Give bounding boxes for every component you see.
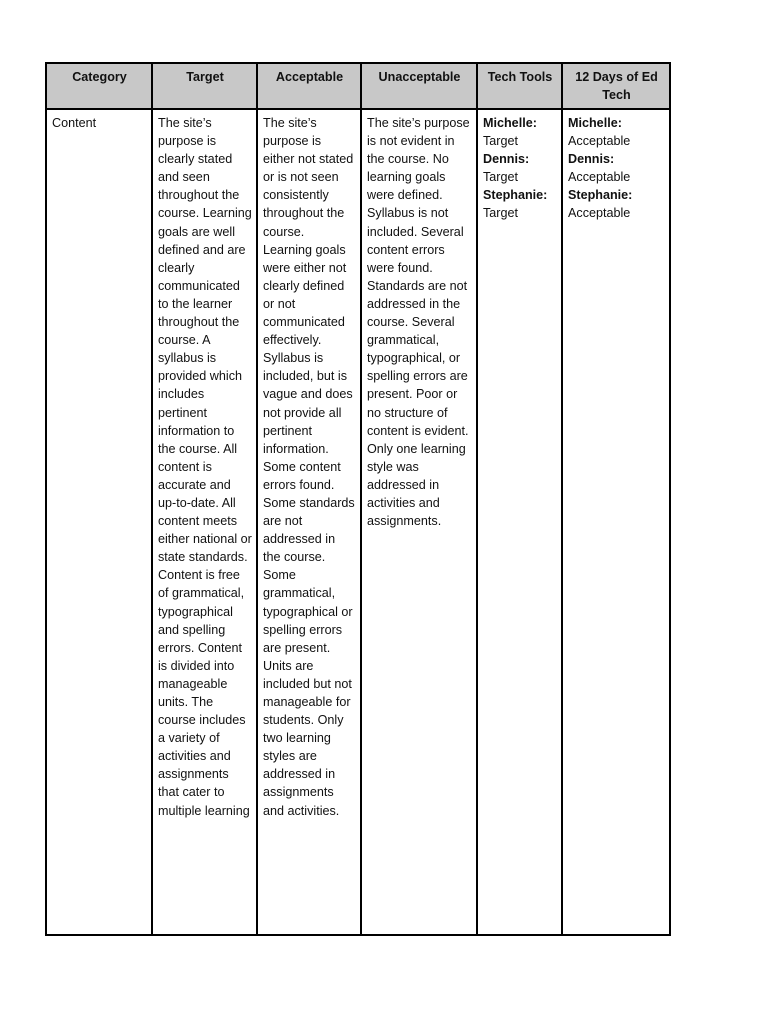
- evaluator-name: Michelle:: [483, 116, 537, 130]
- evaluator-entry: [483, 186, 557, 204]
- cell-acceptable: The site’s purpose is either not stated or is not seen consistently throughout the course. Learning goals were either not clearly defined or not communicated effectively. Syllabus is included, but is vague and does not provide all pertinent information. Some content errors found. Some standards are not addressed in the course. Some grammatical, typographical or spelling errors are present. Units are included but not manageable for students. Only two learning styles are addressed in assignments and activities.: [257, 109, 361, 935]
- evaluator-name: Dennis:: [568, 152, 615, 167]
- evaluator-rating: Target: [483, 134, 519, 149]
- cell-unacceptable: The site’s purpose is not evident in the course. No learning goals were defined. Syllabus is not included. Several content errors were found. Standards are not addressed in the course. Several grammatical, typographical, or spelling errors are present. Poor or no structure of content is evident. Only one learning style was addressed in activities and assignments.: [361, 109, 477, 935]
- header-category: Category: [46, 63, 152, 109]
- evaluator-rating: Acceptable: [568, 170, 631, 185]
- header-target: Target: [152, 63, 257, 109]
- cell-category: Content: [46, 109, 152, 935]
- cell-target: The site’s purpose is clearly stated and seen throughout the course. Learning goals are well defined and are clearly communicated to the learner throughout the course. A syllabus is provided which includes pertinent information to the course. All content is accurate and up-to-date. All content meets either national or state standards. Content is free of grammatical, typographical and spelling errors. Content is divided into manageable units. The course includes a variety of activities and assignments that cater to multiple learning: [152, 109, 257, 935]
- header-acceptable: Acceptable: [257, 63, 361, 109]
- cell-tech-tools: [477, 109, 562, 935]
- evaluator-entry: [568, 186, 665, 204]
- evaluator-name: Stephanie:: [568, 188, 633, 203]
- header-row: [46, 63, 670, 109]
- evaluator-entry: [483, 114, 557, 132]
- evaluator-entry: [483, 150, 557, 168]
- evaluator-rating: Target: [483, 206, 519, 221]
- evaluator-rating: Acceptable: [568, 134, 631, 149]
- evaluator-entry: [568, 150, 665, 168]
- header-12-days-ed-tech: 12 Days of Ed Tech: [562, 63, 670, 109]
- header-unacceptable: Unacceptable: [361, 63, 477, 109]
- header-tech-tools: Tech Tools: [477, 63, 562, 109]
- table-row: [46, 109, 670, 935]
- evaluator-name: Michelle:: [568, 116, 622, 130]
- evaluator-rating: Target: [483, 170, 519, 185]
- rubric-table: [45, 62, 671, 936]
- evaluator-name: Stephanie:: [483, 188, 548, 203]
- evaluator-entry: [568, 114, 665, 132]
- evaluator-name: Dennis:: [483, 152, 530, 167]
- evaluator-rating: Acceptable: [568, 206, 631, 221]
- cell-12-days-ed-tech: [562, 109, 670, 935]
